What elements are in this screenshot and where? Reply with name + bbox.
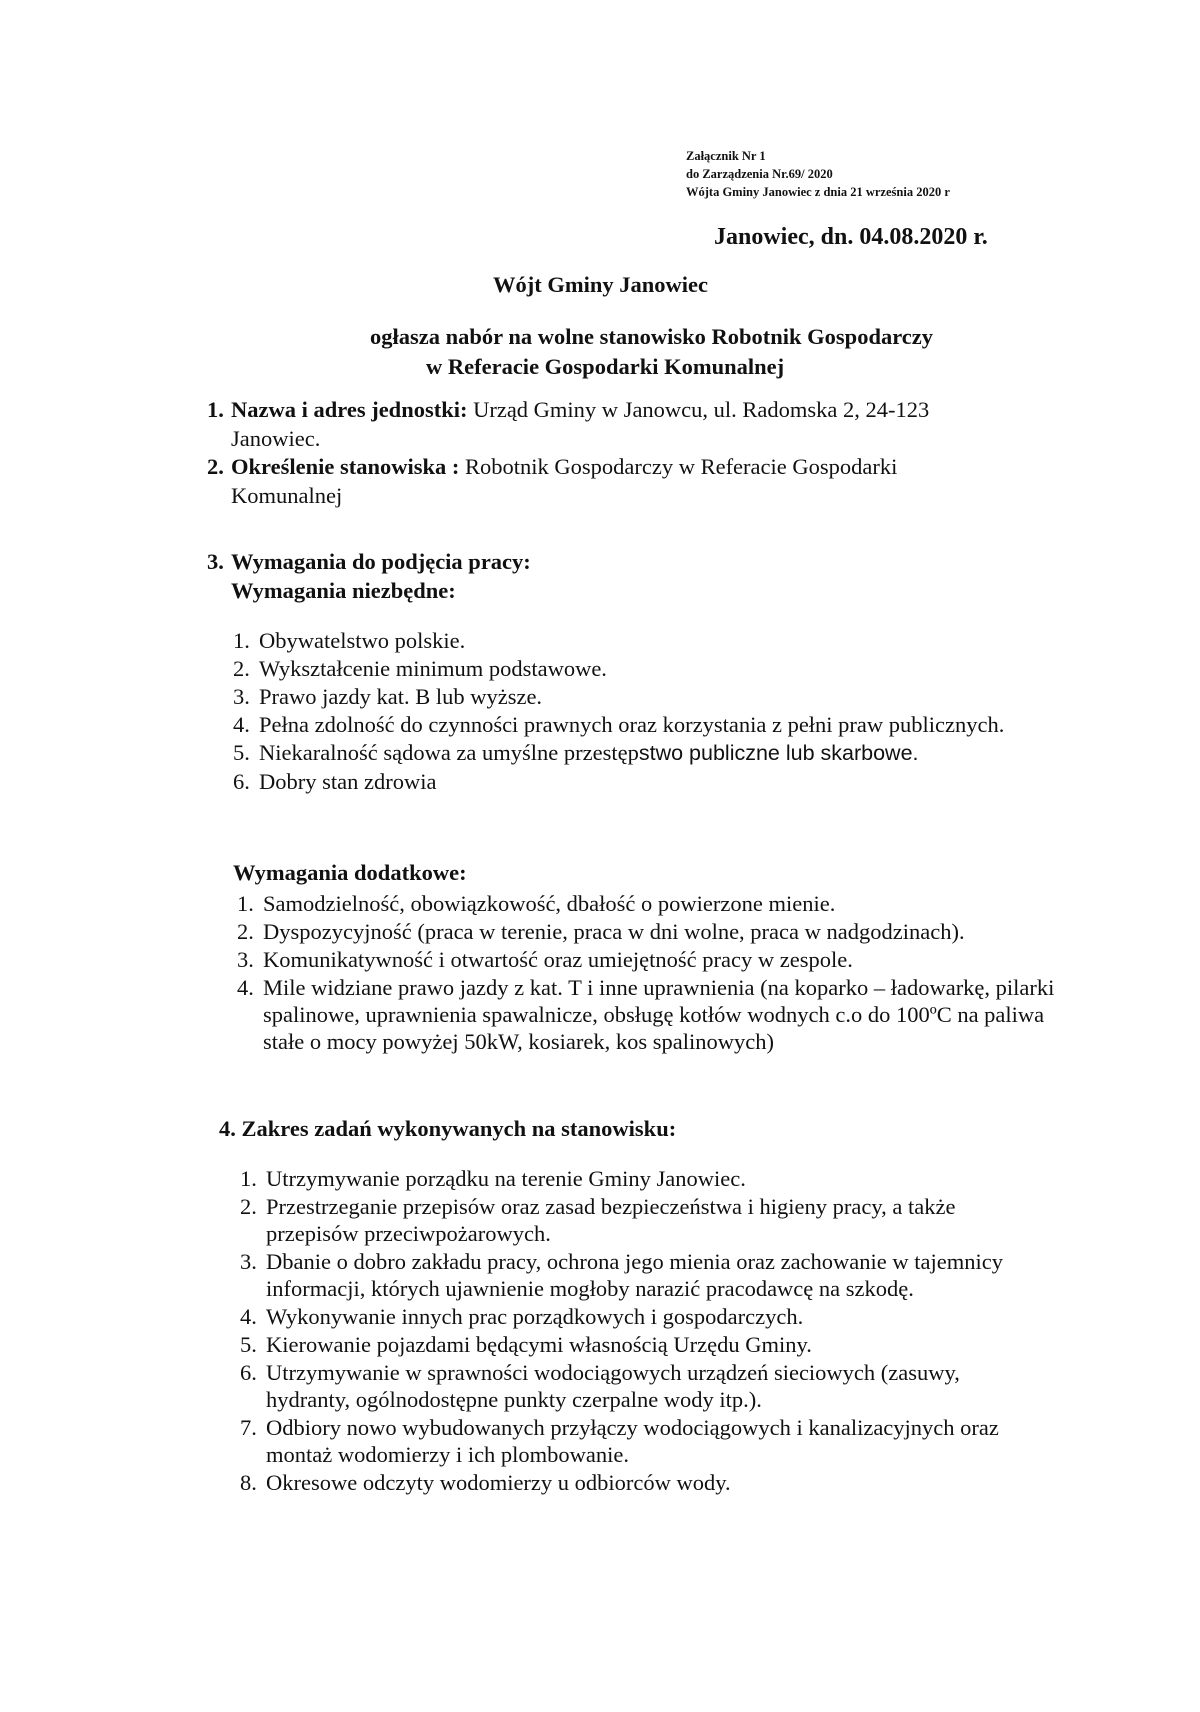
attachment-line-3: Wójta Gminy Janowiec z dnia 21 września 2020 r bbox=[686, 185, 950, 199]
section-requirements bbox=[207, 547, 1007, 605]
announcement-line-1: ogłasza nabór na wolne stanowisko Robotnik Gospodarczy bbox=[370, 324, 934, 349]
list-item: 4. Mile widziane prawo jazdy z kat. T i inne uprawnienia (na koparko – ładowarkę, pilarki spalinowe, uprawnienia spawalnicze, obsługę kotłów wodnych c.o do 100ºC na paliwa stałe o mocy powyżej 50kW, kosiarek, kos spalinowych) bbox=[237, 975, 1055, 1054]
tasks-list bbox=[240, 1165, 1040, 1497]
place-date: Janowiec, dn. 04.08.2020 r. bbox=[714, 224, 988, 250]
section-label: Nazwa i adres jednostki: bbox=[231, 397, 468, 422]
list-item: 8. Okresowe odczyty wodomierzy u odbiorców wody. bbox=[240, 1470, 731, 1495]
section-number: 2. bbox=[207, 454, 224, 479]
section-text: Robotnik Gospodarczy w Referacie Gospodarki bbox=[459, 454, 898, 479]
list-item: 6. Dobry stan zdrowia bbox=[233, 769, 437, 794]
list-item: 3. Dbanie o dobro zakładu pracy, ochrona jego mienia oraz zachowanie w tajemnicy informacji, których ujawnienie mogłoby narazić pracodawcę na szkodę. bbox=[240, 1249, 1003, 1301]
list-item: 1. Utrzymywanie porządku na terenie Gminy Janowiec. bbox=[240, 1166, 746, 1191]
list-item: 2. Dyspozycyjność (praca w terenie, praca w dni wolne, praca w nadgodzinach). bbox=[237, 919, 965, 944]
list-item: 4. Wykonywanie innych prac porządkowych i gospodarczych. bbox=[240, 1304, 804, 1329]
section-position bbox=[207, 452, 1007, 510]
attachment-line-2: do Zarządzenia Nr.69/ 2020 bbox=[686, 167, 833, 181]
tasks-heading: 4. Zakres zadań wykonywanych na stanowisku: bbox=[219, 1116, 677, 1141]
section-label: Określenie stanowiska : bbox=[231, 454, 460, 479]
list-item: 6. Utrzymywanie w sprawności wodociągowych urządzeń sieciowych (zasuwy, hydranty, ogólnodostępne punkty czerpalne wody itp.). bbox=[240, 1360, 960, 1412]
section-number: 1. bbox=[207, 397, 224, 422]
section-continuation: Janowiec. bbox=[231, 426, 321, 451]
required-heading: Wymagania niezbędne: bbox=[231, 578, 456, 603]
announcement-heading bbox=[370, 322, 933, 382]
list-item: 4. Pełna zdolność do czynności prawnych oraz korzystania z pełni praw publicznych. bbox=[233, 712, 1005, 737]
list-item: 5. Niekaralność sądowa za umyślne przestępstwo publiczne lub skarbowe. bbox=[233, 740, 919, 765]
list-item: 1. Obywatelstwo polskie. bbox=[233, 628, 466, 653]
announcement-line-2: w Referacie Gospodarki Komunalnej bbox=[426, 354, 785, 379]
section-continuation: Komunalnej bbox=[231, 483, 343, 508]
attachment-note bbox=[686, 147, 950, 201]
section-label: Wymagania do podjęcia pracy: bbox=[231, 549, 531, 574]
section-number: 3. bbox=[207, 549, 224, 574]
issuer-title: Wójt Gminy Janowiec bbox=[493, 272, 708, 297]
attachment-line-1: Załącznik Nr 1 bbox=[686, 149, 766, 163]
list-item: 7. Odbiory nowo wybudowanych przyłączy wodociągowych i kanalizacyjnych oraz montaż wodomierzy i ich plombowanie. bbox=[240, 1415, 999, 1467]
section-text: Urząd Gminy w Janowcu, ul. Radomska 2, 24-123 bbox=[467, 397, 930, 422]
additional-heading: Wymagania dodatkowe: bbox=[233, 860, 467, 885]
list-item: 5. Kierowanie pojazdami będącymi własnością Urzędu Gminy. bbox=[240, 1332, 812, 1357]
list-item: 3. Prawo jazdy kat. B lub wyższe. bbox=[233, 684, 543, 709]
required-list bbox=[233, 627, 1013, 796]
additional-list bbox=[237, 890, 1067, 1056]
list-item: 3. Komunikatywność i otwartość oraz umiejętność pracy w zespole. bbox=[237, 947, 853, 972]
section-unit-name bbox=[207, 395, 1007, 453]
list-item: 2. Przestrzeganie przepisów oraz zasad bezpieczeństwa i higieny pracy, a także przepisów przeciwpożarowych. bbox=[240, 1194, 956, 1246]
list-item: 1. Samodzielność, obowiązkowość, dbałość o powierzone mienie. bbox=[237, 891, 836, 916]
list-item: 2. Wykształcenie minimum podstawowe. bbox=[233, 656, 607, 681]
